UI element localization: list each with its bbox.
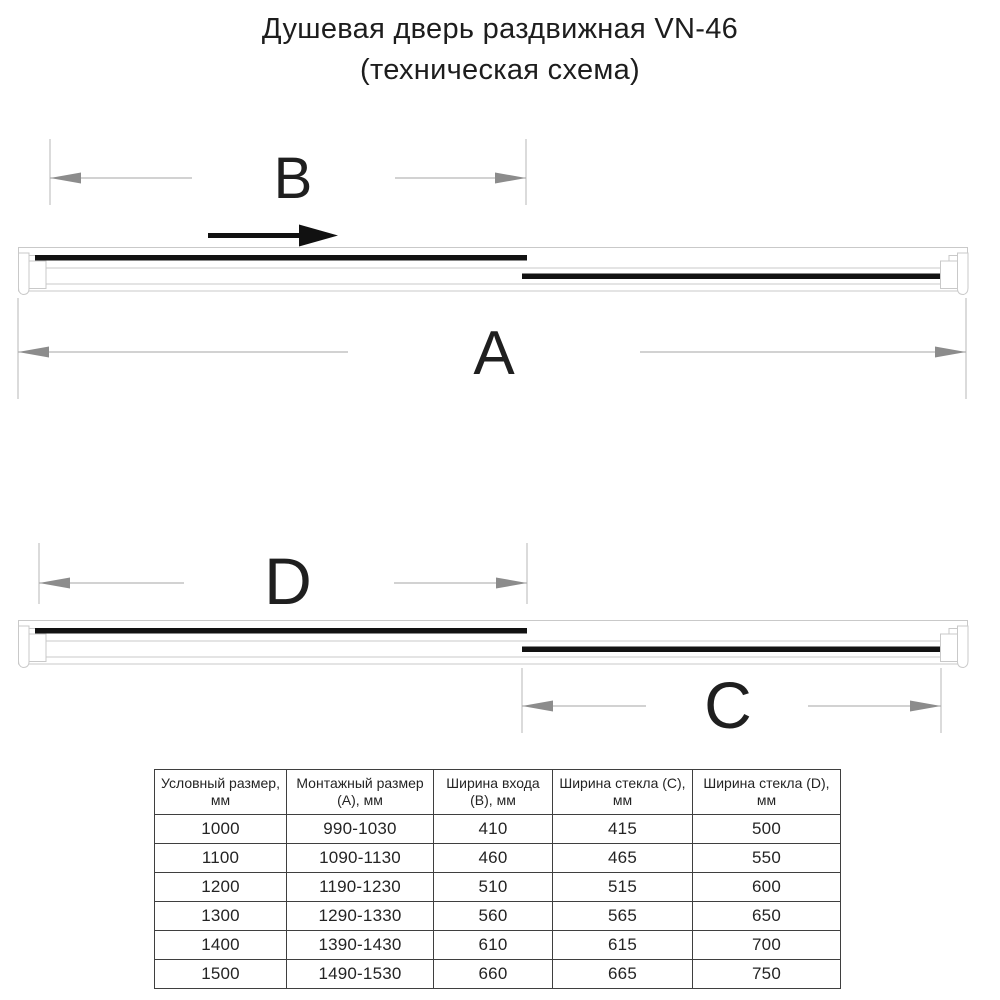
table-cell: 460 — [434, 844, 553, 873]
dim-b-arrow-right-icon — [495, 173, 526, 184]
table-row — [155, 815, 841, 844]
dim-c-arrow-left-icon — [522, 701, 553, 712]
dim-c-label: C — [704, 668, 752, 742]
dimension-b — [50, 139, 526, 211]
dimension-d — [39, 543, 527, 618]
table-cell: 510 — [434, 873, 553, 902]
door-top-view-1 — [19, 248, 969, 295]
title-line-2: (техническая схема) — [360, 54, 640, 86]
door-top-view-2 — [19, 621, 969, 668]
table-cell: 550 — [693, 844, 841, 873]
table-cell: 410 — [434, 815, 553, 844]
dim-a-label: A — [473, 319, 515, 388]
fixed-glass-panel — [522, 647, 940, 653]
table-cell: 1100 — [155, 844, 287, 873]
table-cell: 565 — [553, 902, 693, 931]
table-cell: 1300 — [155, 902, 287, 931]
header-cell-mounting-size-a: Монтажный размер (A), мм — [287, 770, 434, 815]
dim-b-arrow-left-icon — [50, 173, 81, 184]
table-row — [155, 960, 841, 989]
dim-a-arrow-right-icon — [935, 347, 966, 358]
table-cell: 615 — [553, 931, 693, 960]
sliding-glass-panel — [35, 255, 527, 261]
fixed-glass-panel — [522, 274, 940, 280]
table-cell: 700 — [693, 931, 841, 960]
dim-b-label: B — [273, 146, 313, 211]
dim-d-arrow-left-icon — [39, 578, 70, 589]
sliding-glass-panel — [35, 628, 527, 634]
table-cell: 1390-1430 — [287, 931, 434, 960]
table-cell: 665 — [553, 960, 693, 989]
title-line-1: Душевая дверь раздвижная VN-46 — [261, 13, 739, 45]
table-cell: 1500 — [155, 960, 287, 989]
wall-profile-right — [941, 626, 969, 668]
table-cell: 560 — [434, 902, 553, 931]
table-cell: 1400 — [155, 931, 287, 960]
table-cell: 515 — [553, 873, 693, 902]
table-cell: 600 — [693, 873, 841, 902]
dim-d-label: D — [264, 544, 312, 618]
header-cell-glass-width-d: Ширина стекла (D), мм — [693, 770, 841, 815]
table-row — [155, 873, 841, 902]
table-cell: 1200 — [155, 873, 287, 902]
table-cell: 1000 — [155, 815, 287, 844]
table-row — [155, 844, 841, 873]
table-cell: 1290-1330 — [287, 902, 434, 931]
wall-profile-right — [941, 253, 969, 295]
dim-c-arrow-right-icon — [910, 701, 941, 712]
table-row — [155, 902, 841, 931]
table-cell: 650 — [693, 902, 841, 931]
table-cell: 660 — [434, 960, 553, 989]
header-cell-nominal-size: Условный размер, мм — [155, 770, 287, 815]
table-cell: 500 — [693, 815, 841, 844]
dim-d-arrow-right-icon — [496, 578, 527, 589]
table-cell: 465 — [553, 844, 693, 873]
table-cell: 1090-1130 — [287, 844, 434, 873]
table-cell: 415 — [553, 815, 693, 844]
size-table — [154, 769, 841, 989]
header-cell-entry-width-b: Ширина входа (B), мм — [434, 770, 553, 815]
table-cell: 750 — [693, 960, 841, 989]
table-cell: 1490-1530 — [287, 960, 434, 989]
table-cell: 1190-1230 — [287, 873, 434, 902]
slide-direction-arrow-icon — [208, 225, 338, 247]
dim-a-arrow-left-icon — [18, 347, 49, 358]
dimension-a — [18, 298, 966, 399]
dimension-c — [522, 668, 941, 742]
table-cell: 990-1030 — [287, 815, 434, 844]
table-row — [155, 931, 841, 960]
table-cell: 610 — [434, 931, 553, 960]
table-header-row — [155, 770, 841, 815]
header-cell-glass-width-c: Ширина стекла (C), мм — [553, 770, 693, 815]
